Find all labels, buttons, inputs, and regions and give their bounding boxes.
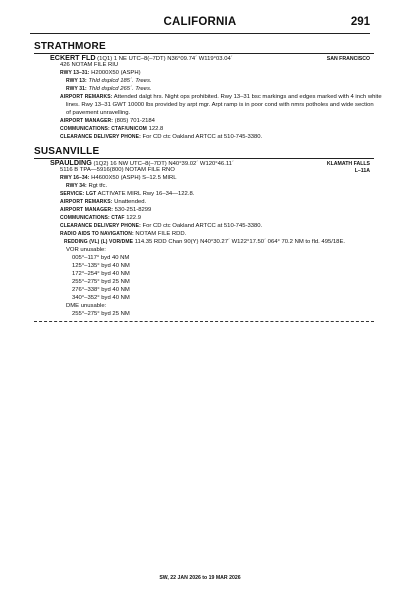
vor-unusable-item: 276°–338° byd 40 NM xyxy=(72,287,130,293)
communications-line xyxy=(60,126,163,134)
vor-unusable-item: 172°–254° byd 40 NM xyxy=(72,271,130,277)
city-strathmore: STRATHMORE xyxy=(34,41,106,52)
clearance-line xyxy=(60,223,262,231)
vor-unusable-item: 125°–135° byd 40 NM xyxy=(72,263,130,269)
airport-ident-line: (1Q2) 16 NW UTC–8(–7DT) N40°39.02´ W120°46.11´ xyxy=(93,161,234,167)
city-susanville: SUSANVILLE xyxy=(34,146,100,157)
radio-aids-text: NOTAM FILE RDD. xyxy=(135,231,187,237)
state-title: CALIFORNIA xyxy=(163,16,237,28)
runway-31-text: Thld dsplcd 265´. Trees. xyxy=(88,86,152,92)
sectional-chart: SAN FRANCISCO xyxy=(326,56,370,62)
runway-text: H2000X50 (ASPH) xyxy=(91,70,141,76)
manager-text: (805) 701-2184 xyxy=(114,118,155,124)
runway-label: RWY 16–34: xyxy=(60,175,90,181)
dme-unusable-heading: DME unusable: xyxy=(66,303,107,309)
service-text: ACTIVATE MIRL Rwy 16–34—122.8. xyxy=(97,191,195,197)
runway-31-line xyxy=(66,86,152,94)
vordme-text: 114.35 RDD Chan 90(Y) N40°30.27´ W122°17.50´ 064° 70.2 NM to fld. 495/18E. xyxy=(134,239,346,245)
service-label: SERVICE: xyxy=(60,191,85,197)
dme-unusable-item: 255°–275° byd 25 NM xyxy=(72,311,130,317)
airport-name: ECKERT FLD xyxy=(50,53,96,62)
vor-unusable-item: 340°–352° byd 40 NM xyxy=(72,295,130,301)
communications-text: 122.9 xyxy=(126,215,141,221)
elevation-line: 5116 B TPA—5916(800) NOTAM FILE RNO xyxy=(60,167,175,173)
clearance-text: For CD ctc Oakland ARTCC at 510-745-3380. xyxy=(142,223,263,229)
lighting-label: LGT xyxy=(85,191,97,197)
page-footer: SW, 22 JAN 2026 to 19 MAR 2026 xyxy=(159,575,241,581)
communications-text: 122.8 xyxy=(148,126,164,132)
remarks-text: Unattended. xyxy=(114,199,147,205)
airport-remarks-line xyxy=(60,199,146,207)
sectional-chart: KLAMATH FALLS xyxy=(326,161,370,167)
runway-31-label: RWY 31: xyxy=(66,86,87,92)
runway-13-line xyxy=(66,78,152,86)
remarks-text-1: Attended dalgt hrs. Night ops prohibited. Rwy 13–31 bsc markings and edges marked with 4 inch white xyxy=(113,94,382,100)
runway-34-line xyxy=(66,183,107,191)
airport-manager-line xyxy=(60,118,155,126)
vor-unusable-item: 005°–117° byd 40 NM xyxy=(72,255,130,261)
runway-13-text: Thld dsplcd 185´. Trees. xyxy=(88,78,152,84)
runway-line xyxy=(60,175,177,183)
enroute-chart-ref: L–11A xyxy=(354,168,370,174)
runway-13-label: RWY 13: xyxy=(66,78,87,84)
page-number: 291 xyxy=(350,16,370,28)
airport-ident-line: (1Q1) 1 NE UTC–8(–7DT) N36°09.74´ W119°03.04´ xyxy=(97,56,233,62)
header-rule xyxy=(30,33,370,34)
manager-label: AIRPORT MANAGER: xyxy=(60,118,113,124)
vordme-line xyxy=(64,239,345,247)
remarks-label: AIRPORT REMARKS: xyxy=(60,94,113,100)
clearance-label: CLEARANCE DELIVERY PHONE: xyxy=(60,223,141,229)
remarks-label: AIRPORT REMARKS: xyxy=(60,199,113,205)
communications-line xyxy=(60,215,141,223)
clearance-label: CLEARANCE DELIVERY PHONE: xyxy=(60,134,141,140)
runway-line xyxy=(60,70,141,78)
runway-label: RWY 13–31: xyxy=(60,70,90,76)
communications-label: COMMUNICATIONS: CTAF/UNICOM xyxy=(60,126,147,132)
vordme-label: REDDING (VL) (L) VOR/DME xyxy=(64,239,134,245)
section-divider xyxy=(34,321,374,322)
clearance-line xyxy=(60,134,262,142)
radio-aids-label: RADIO AIDS TO NAVIGATION: xyxy=(60,231,134,237)
communications-label: COMMUNICATIONS: CTAF xyxy=(60,215,125,221)
page-header xyxy=(30,16,370,30)
vor-unusable-item: 255°–275° byd 25 NM xyxy=(72,279,130,285)
manager-text: 530-251-8299 xyxy=(114,207,152,213)
runway-34-text: Rgt tfc. xyxy=(88,183,108,189)
airport-remarks-line-1 xyxy=(60,94,382,102)
radio-aids-line xyxy=(60,231,186,239)
elevation-line: 426 NOTAM FILE RIU xyxy=(60,62,119,68)
runway-text: H4600X50 (ASPH) S–12.5 MIRL xyxy=(91,175,177,181)
clearance-text: For CD ctc Oakland ARTCC at 510-745-3380. xyxy=(142,134,263,140)
remarks-text-2: lines. Rwy 13–31 GWT 10000 lbs provided by arpt mgr. Arpt ramp is in poor cond with nmrs potholes and wide section xyxy=(66,102,374,108)
vor-unusable-heading: VOR unusable: xyxy=(66,247,106,253)
airport-name: SPAULDING xyxy=(50,158,92,167)
manager-label: AIRPORT MANAGER: xyxy=(60,207,113,213)
airport-manager-line xyxy=(60,207,151,215)
service-line xyxy=(60,191,194,199)
remarks-text-3: of pavement unravelling. xyxy=(66,110,131,116)
runway-34-label: RWY 34: xyxy=(66,183,87,189)
